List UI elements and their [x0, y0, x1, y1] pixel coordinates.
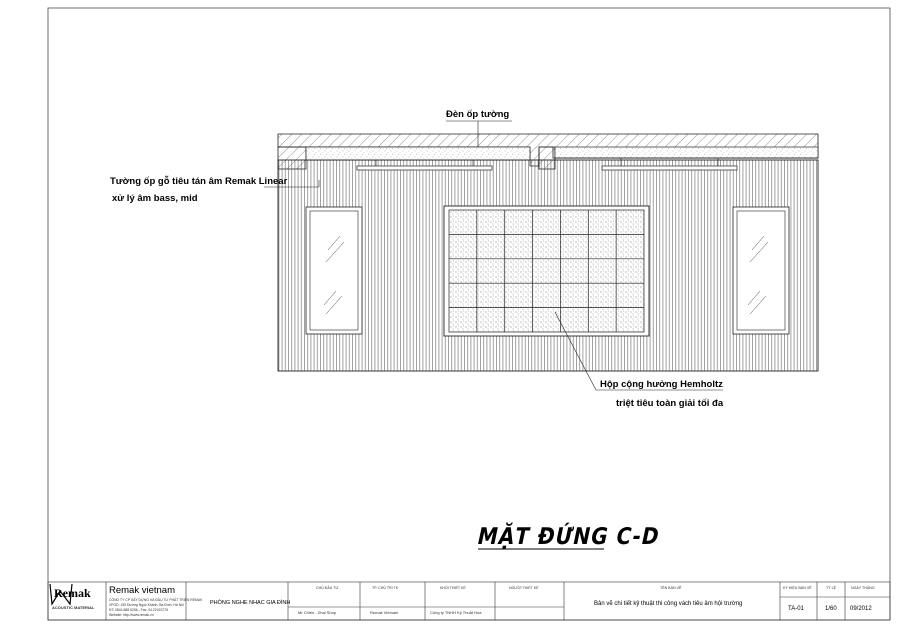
manager-header: TP. CHỦ TRÌ TK [372, 586, 399, 590]
logo-sub: ACOUSTIC MATERIAL [52, 605, 95, 610]
logo-word: Remak [54, 586, 91, 600]
scale-header: TỶ LỆ [826, 586, 836, 590]
label-wall-light: Đèn ốp tường [446, 109, 510, 120]
manager-value: Remak Vietnam [370, 610, 399, 615]
drawing-name-header: TÊN BẢN VẼ [660, 586, 682, 590]
drawing-title: MẶT ĐỨNG C-D [475, 522, 663, 550]
date-header: NGÀY THÁNG [851, 586, 875, 590]
label-resonator-line1: Hộp cộng hưởng Hemholtz [600, 379, 723, 390]
owner-value: Mr Chiến - Zhai Shop [298, 610, 337, 615]
designer-header: KHỐI THIẾT KẾ [440, 586, 466, 590]
drawing-name-value: Bản vẽ chi tiết kỹ thuật thi công vách tiêu âm hội trường [594, 601, 743, 607]
helmholtz-grid [444, 206, 649, 336]
date-value: 09/2012 [850, 606, 872, 612]
owner-header: CHỦ ĐẦU TƯ [316, 586, 339, 590]
sheet-no-header: KÝ HIỆU BẢN VẼ [783, 586, 812, 590]
company-info-3: ĐT: 0844.888.5256 - Fax: 04.22437275 [109, 608, 169, 612]
drawer-header: NGƯỜI THIẾT KẾ [509, 586, 539, 590]
label-wall-panel-line1: Tường ốp gỗ tiêu tán âm Remak Linear [110, 176, 288, 187]
company-name: Remak vietnam [109, 585, 175, 596]
project-value: PHÒNG NGHE NHẠC GIA ĐÌNH [210, 600, 291, 606]
company-info-2: VPGD: 150 Đường Ngọc Khánh, Ba Đình, Hà Nội [109, 603, 184, 607]
company-info-4: Website: http://www.remak.vn [109, 613, 154, 617]
checker-value: Công ty TNHH Kỹ Thuật Hoa [430, 610, 482, 615]
company-info-1: CÔNG TY CP XÂY DỰNG VÀ ĐẦU TƯ PHÁT TRIỂN REMAK [109, 598, 203, 602]
scale-value: 1/60 [825, 606, 837, 612]
sheet-no-value: TA-01 [788, 606, 804, 612]
label-resonator-line2: triệt tiêu toàn giải tối đa [616, 398, 724, 409]
label-wall-panel-line2: xử lý âm bass, mid [112, 193, 198, 204]
window-left [306, 207, 362, 334]
ceiling-cove [306, 147, 818, 160]
window-right [733, 207, 789, 334]
